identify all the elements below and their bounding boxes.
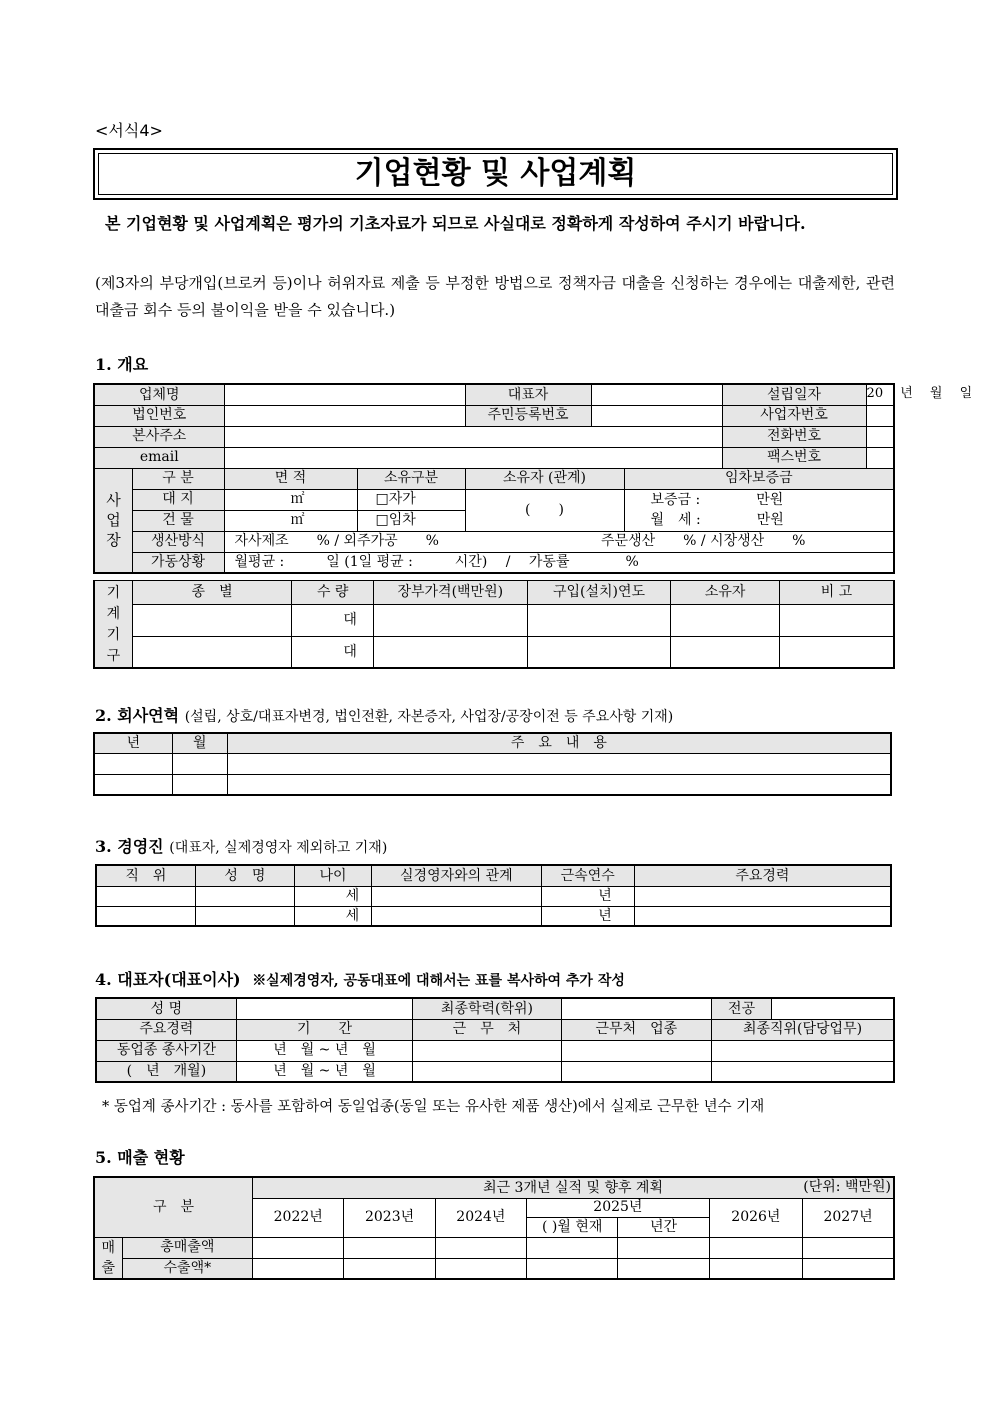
section2-sub: (설립, 상호/대표자변경, 법인전환, 자본증자, 사업장/공장이전 등 주요사항 기재): [184, 709, 674, 725]
section3-title: 3. 경영진: [95, 837, 164, 856]
industry-field[interactable]: [561, 1061, 711, 1082]
label-age: 나이: [294, 865, 371, 886]
history-table: [93, 732, 892, 796]
label-2023: 2023년: [344, 1198, 435, 1237]
sales-cell[interactable]: [618, 1237, 709, 1258]
label-eq-owner: 소유자: [671, 581, 780, 605]
history-content[interactable]: [227, 753, 891, 774]
label-education: 최종학력(학위): [413, 998, 561, 1019]
eq-year-cell[interactable]: [527, 636, 671, 668]
section3-heading: [95, 834, 387, 857]
sales-cell[interactable]: [709, 1237, 802, 1258]
label-content: 주 요 내 용: [227, 733, 891, 753]
mgmt-age[interactable]: 세: [294, 906, 371, 926]
label-tenure: 근속연수: [541, 865, 634, 886]
label-email: email: [94, 447, 224, 468]
label-lease-deposit: 임차보증금: [624, 468, 894, 489]
label-fax: 팩스번호: [722, 447, 866, 468]
label-land: 대 지: [132, 489, 224, 510]
eq-qty-cell[interactable]: 대: [292, 605, 373, 637]
section4-title: 4. 대표자(대표이사): [95, 970, 241, 989]
title-box: [93, 148, 898, 200]
label-hq-address: 본사주소: [94, 426, 224, 447]
label-eq-qty: 수 량: [292, 581, 373, 605]
label-final-position: 최종직위(담당업무): [712, 1019, 894, 1040]
history-month[interactable]: [172, 753, 227, 774]
hq-address-field[interactable]: [224, 426, 722, 447]
eq-note-cell[interactable]: [779, 605, 894, 637]
intro-bold: 본 기업현황 및 사업계획은 평가의 기초자료가 되므로 사실대로 정확하게 작성하여 주시기 바랍니다.: [105, 214, 806, 233]
overview-table: [93, 383, 973, 574]
mgmt-tenure[interactable]: 년: [541, 886, 634, 906]
label-same-industry: 동업종 종사기간: [96, 1040, 236, 1061]
label-corp-no: 법인번호: [94, 405, 224, 426]
est-date-field[interactable]: 20 년 월 일: [866, 384, 894, 405]
label-ceo: 대표자: [465, 384, 591, 405]
operation-text[interactable]: 월평균 : 일 (1일 평균 : 시간) / 가동률 %: [224, 552, 894, 573]
label-category: 구 분: [132, 468, 224, 489]
sales-cell[interactable]: [803, 1237, 894, 1258]
section5-heading: 5. 매출 현황: [95, 1148, 185, 1167]
label-eq-book: 장부가격(백만원): [373, 581, 527, 605]
label-resident-no: 주민등록번호: [465, 405, 591, 426]
mgmt-relation[interactable]: [372, 886, 541, 906]
label-total-sales: 총매출액: [122, 1237, 252, 1258]
export-cell[interactable]: [527, 1258, 618, 1279]
workplace-field[interactable]: [413, 1061, 561, 1082]
resident-no-field[interactable]: [591, 405, 722, 426]
major-field[interactable]: [772, 998, 894, 1019]
label-position: 직 위: [96, 865, 195, 886]
label-area: 면 적: [224, 468, 357, 489]
final-position-field[interactable]: [712, 1061, 894, 1082]
section2-title: 2. 회사연혁: [95, 706, 180, 725]
history-month[interactable]: [172, 774, 227, 795]
label-eq-year: 구입(설치)연도: [527, 581, 671, 605]
mgmt-name[interactable]: [195, 886, 294, 906]
own-lease-checkbox[interactable]: □임차: [357, 510, 465, 531]
mgmt-name[interactable]: [195, 906, 294, 926]
label-ceo-name: 성 명: [96, 998, 236, 1019]
sales-cell[interactable]: [527, 1237, 618, 1258]
label-equipment: 기계기구: [94, 581, 132, 669]
final-position-field[interactable]: [712, 1040, 894, 1061]
eq-note-cell[interactable]: [779, 636, 894, 668]
mgmt-relation[interactable]: [372, 906, 541, 926]
label-sales-category: 구 분: [94, 1177, 253, 1237]
label-2024: 2024년: [435, 1198, 526, 1237]
label-production-method: 생산방식: [132, 531, 224, 552]
label-annual: 년간: [618, 1217, 709, 1237]
mgmt-age[interactable]: 세: [294, 886, 371, 906]
label-phone: 전화번호: [722, 426, 866, 447]
sales-cell[interactable]: [435, 1237, 526, 1258]
history-content[interactable]: [227, 774, 891, 795]
mgmt-career[interactable]: [634, 886, 891, 906]
label-month: 월: [172, 733, 227, 753]
label-owner: 소유자 (관계): [465, 468, 624, 489]
label-operation: 가동상황: [132, 552, 224, 573]
section2-heading: [95, 703, 673, 726]
management-table: [95, 864, 892, 927]
label-year: 년: [94, 733, 172, 753]
label-2022: 2022년: [253, 1198, 344, 1237]
own-self-checkbox[interactable]: □자가: [357, 489, 465, 510]
label-ceo-career: 주요경력: [96, 1019, 236, 1040]
education-field[interactable]: [561, 998, 711, 1019]
label-est-date: 설립일자: [722, 384, 866, 405]
production-method-text1[interactable]: 자사제조 % / 외주가공 %: [224, 531, 591, 552]
section4-note: ※실제경영자, 공동대표에 대해서는 표를 복사하여 추가 작성: [252, 973, 625, 989]
label-name: 성 명: [195, 865, 294, 886]
email-field[interactable]: [224, 447, 722, 468]
monthly-rent-text: 월 세 : 만원: [624, 510, 894, 531]
deposit-text: 보증금 : 만원: [624, 489, 894, 510]
label-business-site: 사업장: [94, 468, 132, 573]
label-2027: 2027년: [803, 1198, 894, 1237]
label-2025: 2025년: [527, 1198, 710, 1217]
eq-qty-cell[interactable]: 대: [292, 636, 373, 668]
label-eq-note: 비 고: [779, 581, 894, 605]
workplace-field[interactable]: [413, 1040, 561, 1061]
history-year[interactable]: [94, 753, 172, 774]
label-export: 수출액*: [122, 1258, 252, 1279]
industry-field[interactable]: [561, 1040, 711, 1061]
history-year[interactable]: [94, 774, 172, 795]
corp-no-field[interactable]: [224, 405, 465, 426]
export-cell[interactable]: [709, 1258, 802, 1279]
company-name-field[interactable]: [224, 384, 465, 405]
label-sales: 매출: [94, 1237, 122, 1279]
eq-type-cell[interactable]: [132, 636, 292, 668]
mgmt-position[interactable]: [96, 906, 195, 926]
export-cell[interactable]: [253, 1258, 344, 1279]
equipment-table: [93, 580, 895, 669]
ceo-table: [95, 997, 895, 1083]
owner-field[interactable]: ( ): [465, 489, 624, 531]
label-biz-no: 사업자번호: [722, 405, 866, 426]
label-2026: 2026년: [709, 1198, 802, 1237]
mgmt-tenure[interactable]: 년: [541, 906, 634, 926]
label-building: 건 물: [132, 510, 224, 531]
label-period: 기 간: [236, 1019, 412, 1040]
ceo-name-field[interactable]: [236, 998, 412, 1019]
intro-note: (제3자의 부당개입(브로커 등)이나 허위자료 제출 등 부정한 방법으로 정책자금 대출을 신청하는 경우에는 대출제한, 관련 대출금 회수 등의 불이익을 받을 수 있습니다.): [95, 274, 895, 319]
eq-type-cell[interactable]: [132, 605, 292, 637]
ceo-field[interactable]: [591, 384, 722, 405]
section3-sub: (대표자, 실제경영자 제외하고 기재): [169, 840, 388, 856]
sales-table: [93, 1176, 895, 1280]
export-cell[interactable]: [435, 1258, 526, 1279]
section4-heading: [95, 967, 625, 990]
label-company-name: 업체명: [94, 384, 224, 405]
eq-book-cell[interactable]: [373, 636, 527, 668]
label-ownership: 소유구분: [357, 468, 465, 489]
period-range[interactable]: 년 월 ~ 년 월: [236, 1040, 412, 1061]
form-label: <서식4>: [95, 121, 163, 140]
biz-no-field[interactable]: [866, 405, 894, 426]
page-title: 기업현황 및 사업계획: [98, 153, 893, 195]
label-industry: 근무처 업종: [561, 1019, 711, 1040]
export-cell[interactable]: [344, 1258, 435, 1279]
sales-cell[interactable]: [253, 1237, 344, 1258]
building-area-field[interactable]: ㎡: [224, 510, 357, 531]
label-career: 주요경력: [634, 865, 891, 886]
label-relation: 실경영자와의 관계: [372, 865, 541, 886]
unit-label: (단위: 백만원): [803, 1179, 891, 1195]
section1-heading: 1. 개요: [95, 355, 149, 374]
mgmt-career[interactable]: [634, 906, 891, 926]
fax-field[interactable]: [866, 447, 894, 468]
production-method-text2[interactable]: 주문생산 % / 시장생산 %: [591, 531, 894, 552]
period-range[interactable]: 년 월 ~ 년 월: [236, 1061, 412, 1082]
mgmt-position[interactable]: [96, 886, 195, 906]
sales-cell[interactable]: [344, 1237, 435, 1258]
label-eq-type: 종 별: [132, 581, 292, 605]
eq-year-cell[interactable]: [527, 605, 671, 637]
eq-owner-cell[interactable]: [671, 636, 780, 668]
label-same-industry-sub: ( 년 개월): [96, 1061, 236, 1082]
phone-field[interactable]: [866, 426, 894, 447]
land-area-field[interactable]: ㎡: [224, 489, 357, 510]
label-recent-plan: [253, 1177, 894, 1198]
export-cell[interactable]: [803, 1258, 894, 1279]
label-workplace: 근 무 처: [413, 1019, 561, 1040]
label-current-month: ( )월 현재: [527, 1217, 618, 1237]
label-major: 전공: [712, 998, 772, 1019]
ceo-footnote: * 동업계 종사기간 : 동사를 포함하여 동일업종(동일 또는 유사한 제품 생산)에서 실제로 근무한 년수 기재: [102, 1099, 765, 1115]
eq-book-cell[interactable]: [373, 605, 527, 637]
eq-owner-cell[interactable]: [671, 605, 780, 637]
recent-plan-text: 최근 3개년 실적 및 향후 계획: [483, 1179, 663, 1196]
export-cell[interactable]: [618, 1258, 709, 1279]
